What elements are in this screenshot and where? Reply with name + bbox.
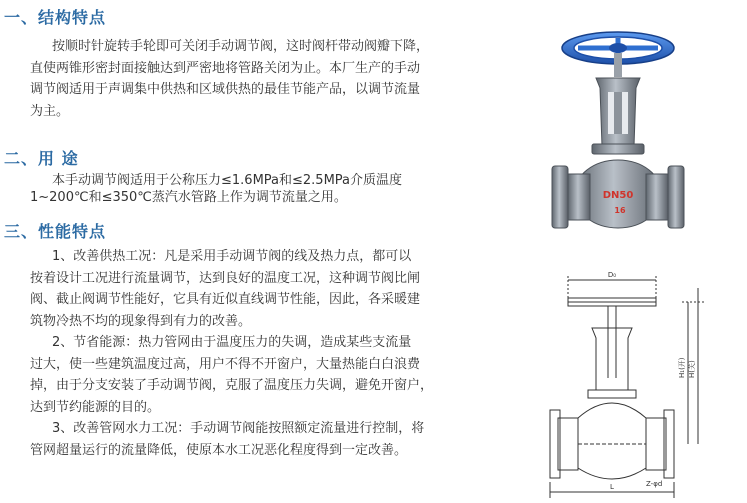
body-marking: DN50 (602, 190, 634, 201)
text-line: 按顺时针旋转手轮即可关闭手动调节阀，这时阀杆带动阀瓣下降， (52, 39, 430, 54)
label-flange-holes: Z-φd (646, 480, 663, 488)
text-line: 调节阀适用于声调集中供热和区域供热的最佳节能产品，以调节流量 (30, 82, 421, 97)
text-line: 1~200℃和≤350℃蒸汽水管路上作为调节流量之用。 (30, 190, 347, 205)
text-line: 本手动调节阀适用于公称压力≤1.6MPa和≤2.5MPa介质温度 (52, 173, 403, 188)
text-line: 为主。 (30, 103, 70, 119)
paragraph-structure (30, 36, 429, 122)
text-line: 阀、截止阀调节性能好，它具有近似直线调节性能，因此，各采暖建 (30, 292, 421, 307)
valve-technical-drawing (538, 268, 744, 500)
body-marking-pressure: 16 (614, 206, 626, 215)
text-line: 按着设计工况进行流量调节，达到良好的温度工况，这种调节阀比闸 (30, 270, 421, 286)
text-line: 3、改善管网水力工况：手动调节阀能按照额定流量进行控制，将 (52, 421, 425, 436)
text-line: 筑物冷热不均的现象得到有力的改善。 (30, 313, 252, 329)
paragraph-usage (30, 172, 402, 206)
label-length: L (610, 483, 614, 491)
text-line: 掉，由于分支安装了手动调节阀，克服了温度压力失调，避免开窗户， (30, 378, 434, 393)
paragraph-performance (30, 246, 433, 461)
valve-photo (548, 26, 688, 246)
text-line: 达到节约能源的目的。 (30, 399, 161, 415)
text-line: 1、改善供热工况：凡是采用手动调节阀的线及热力点，都可以 (52, 249, 412, 264)
text-line: 过大，使一些建筑温度过高，用户不得不开窗户，大量热能白白浪费 (30, 356, 421, 372)
section-heading-structure: 一、结构特点 (4, 8, 107, 27)
text-line: 2、节省能源：热力管网由于温度压力的失调，造成某些支流量 (52, 335, 412, 350)
text-line: 直使两锥形密封面接触达到严密地将管路关闭为止。本厂生产的手动 (30, 60, 421, 76)
label-top-dimension: D₀ (607, 271, 617, 279)
label-height-open: H₁(开) (678, 357, 686, 378)
text-line: 管网超量运行的流量降低，使原本水工况恶化程度得到一定改善。 (30, 442, 408, 458)
section-heading-performance: 三、性能特点 (4, 222, 107, 241)
section-heading-usage: 二、用 途 (4, 149, 79, 168)
label-height-closed: H(关) (688, 360, 696, 378)
